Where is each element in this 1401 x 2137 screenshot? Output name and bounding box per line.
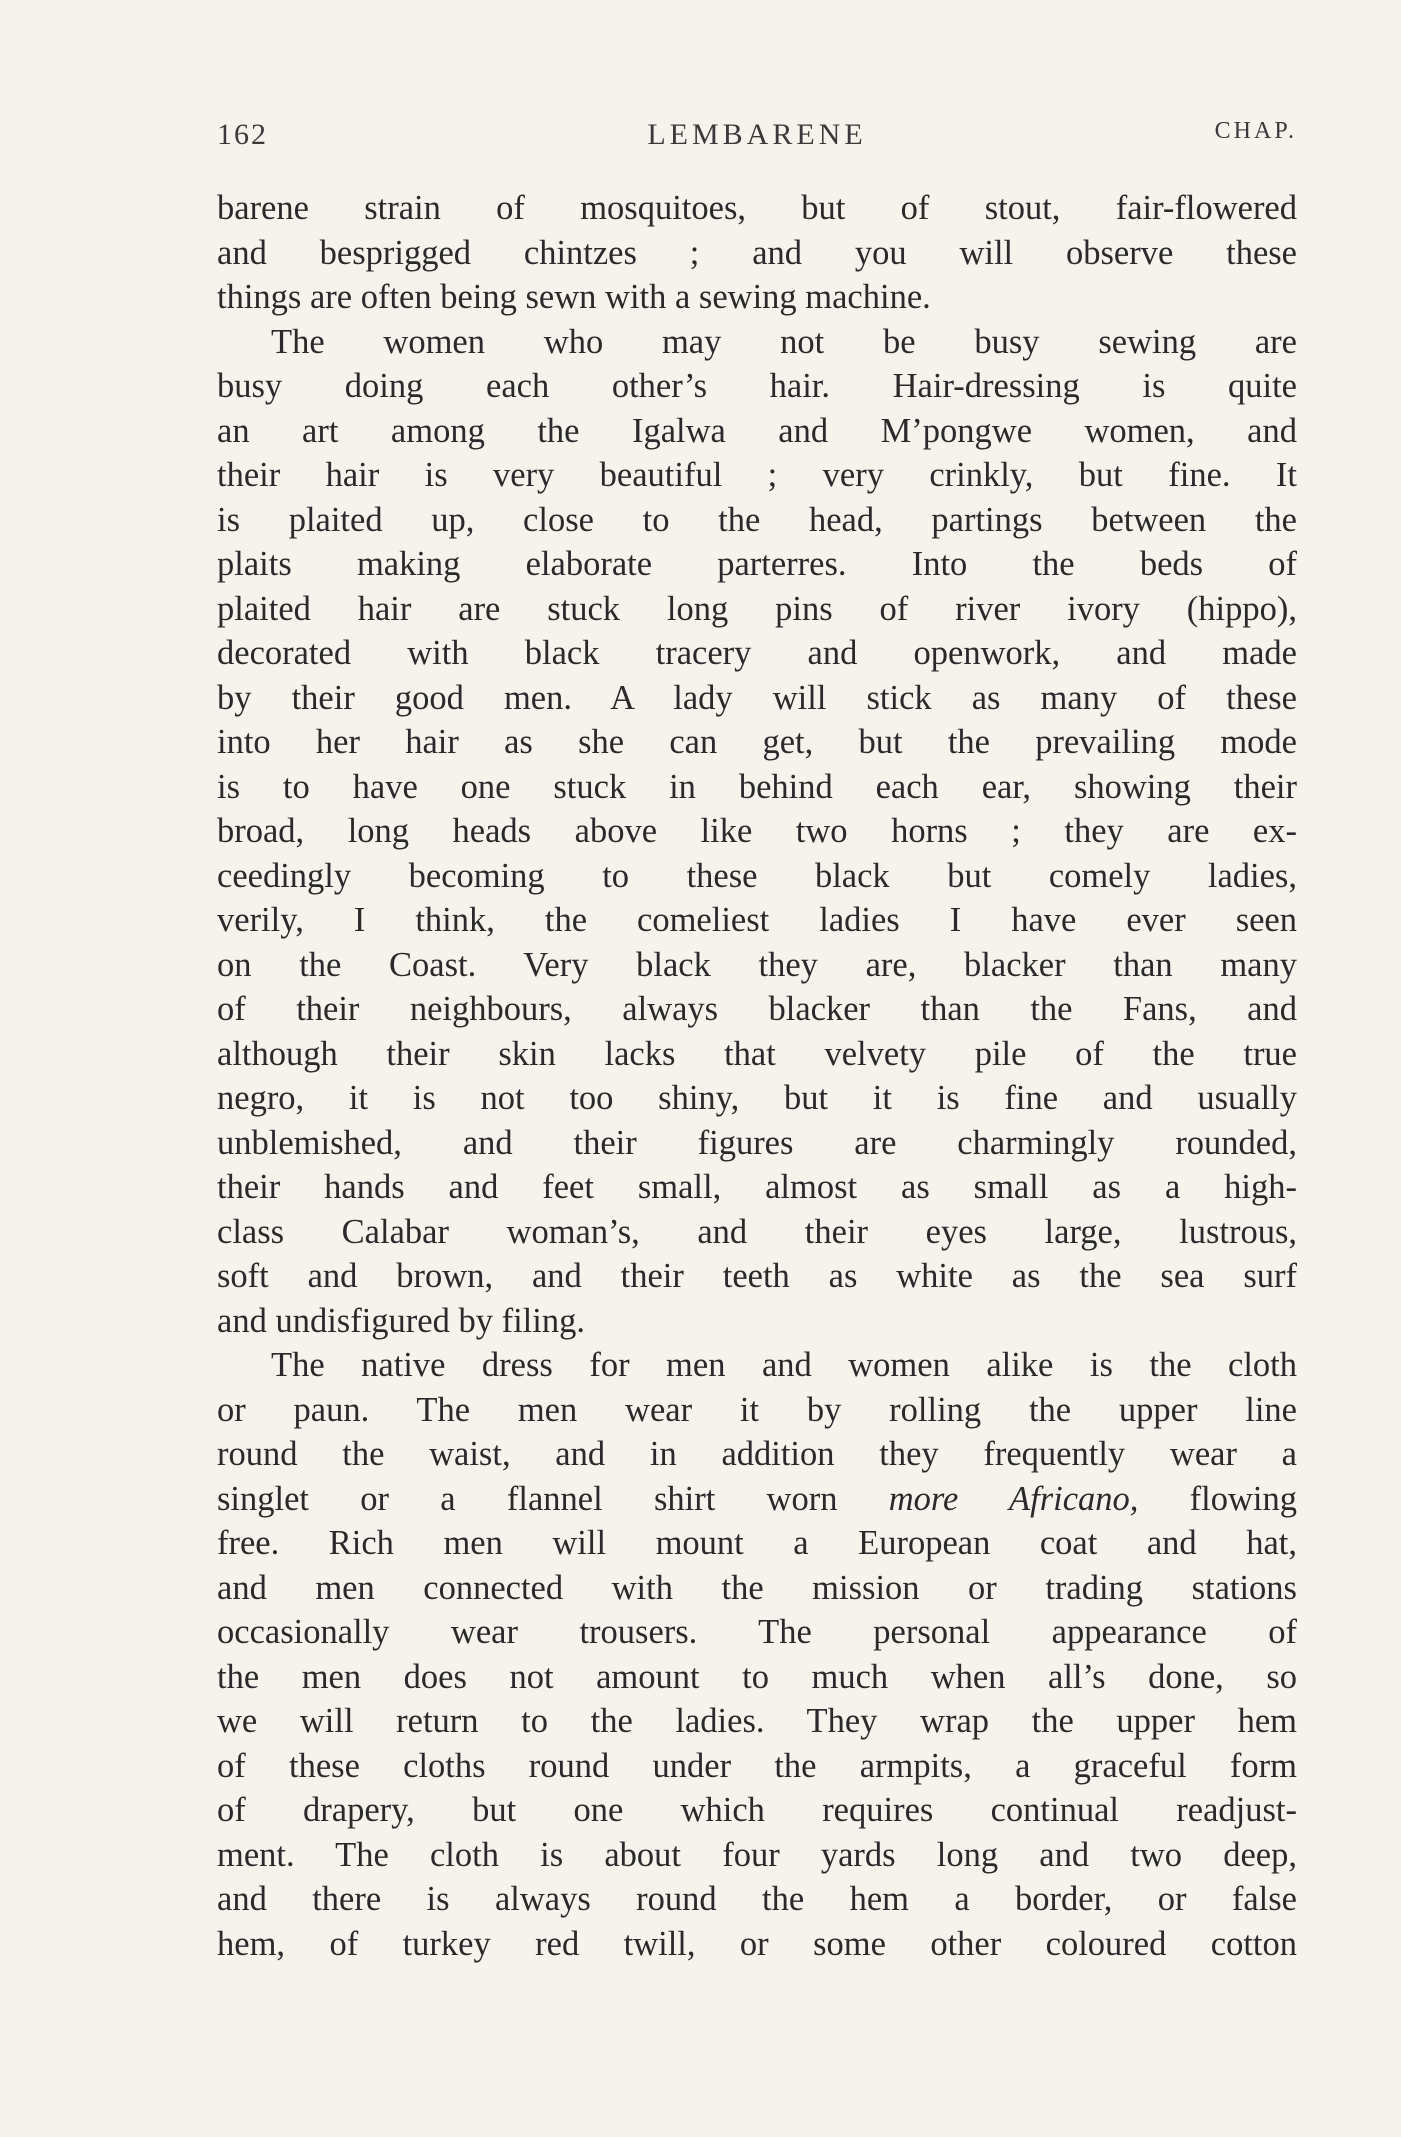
text-segment: singlet or a flannel shirt worn — [217, 1479, 889, 1518]
text-line: their hands and feet small, almost as small as a high- — [217, 1168, 1297, 1206]
text-line: and besprigged chintzes ; and you will observe these — [217, 233, 1297, 272]
text-line: of their neighbours, always blacker than the Fans, and — [217, 990, 1297, 1028]
text-line: an art among the Igalwa and M’pongwe women, and — [217, 411, 1297, 450]
page-number: 162 — [217, 118, 268, 151]
text-line: decorated with black tracery and openwork, and made — [217, 634, 1297, 672]
text-line: things are often being sewn with a sewing machine. — [217, 278, 931, 316]
text-line: or paun. The men wear it by rolling the upper line — [217, 1390, 1297, 1429]
text-line: although their skin lacks that velvety pile of the true — [217, 1034, 1297, 1073]
text-line: their hair is very beautiful ; very crinkly, but fine. It — [217, 456, 1297, 494]
text-line: of drapery, but one which requires continual readjust- — [217, 1791, 1297, 1829]
text-line: and men connected with the mission or trading stations — [217, 1568, 1297, 1607]
text-line: on the Coast. Very black they are, blacker than many — [217, 945, 1297, 984]
text-line: The women who may not be busy sewing are — [271, 322, 1297, 361]
text-line: negro, it is not too shiny, but it is fine and usually — [217, 1079, 1297, 1117]
text-line: unblemished, and their figures are charmingly rounded, — [217, 1123, 1297, 1162]
text-line — [217, 1477, 1297, 1522]
text-line: broad, long heads above like two horns ; they are ex- — [217, 812, 1297, 850]
text-line: the men does not amount to much when all’s done, so — [217, 1657, 1297, 1696]
running-head — [217, 118, 1297, 158]
text-segment: flowing — [1138, 1479, 1297, 1518]
text-line: free. Rich men will mount a European coat and hat, — [217, 1524, 1297, 1562]
text-line: is plaited up, close to the head, partings between the — [217, 500, 1297, 539]
text-line: busy doing each other’s hair. Hair-dressing is quite — [217, 367, 1297, 405]
text-line: plaits making elaborate parterres. Into the beds of — [217, 545, 1297, 583]
text-line: hem, of turkey red twill, or some other coloured cotton — [217, 1924, 1297, 1963]
text-line: class Calabar woman’s, and their eyes large, lustrous, — [217, 1212, 1297, 1251]
text-line: we will return to the ladies. They wrap the upper hem — [217, 1702, 1297, 1740]
text-line: ment. The cloth is about four yards long and two deep, — [217, 1835, 1297, 1874]
text-line: of these cloths round under the armpits, a graceful form — [217, 1746, 1297, 1785]
text-line: and there is always round the hem a border, or false — [217, 1880, 1297, 1918]
text-line: ceedingly becoming to these black but comely ladies, — [217, 856, 1297, 895]
text-line: plaited hair are stuck long pins of river ivory (hippo), — [217, 589, 1297, 628]
text-line: round the waist, and in addition they frequently wear a — [217, 1435, 1297, 1473]
text-line: The native dress for men and women alike is the cloth — [271, 1346, 1297, 1384]
running-title: LEMBARENE — [647, 118, 867, 151]
chapter-label: CHAP. — [1214, 118, 1297, 144]
text-line: is to have one stuck in behind each ear, showing their — [217, 767, 1297, 806]
body-text — [217, 186, 1297, 1966]
text-line: by their good men. A lady will stick as many of these — [217, 678, 1297, 717]
italic-phrase: more Africano, — [888, 1479, 1139, 1518]
text-line: and undisfigured by filing. — [217, 1301, 585, 1340]
text-line: occasionally wear trousers. The personal appearance of — [217, 1613, 1297, 1651]
text-line: verily, I think, the comeliest ladies I have ever seen — [217, 901, 1297, 939]
text-line: barene strain of mosquitoes, but of stout, fair-flowered — [217, 189, 1297, 227]
text-line: soft and brown, and their teeth as white as the sea surf — [217, 1257, 1297, 1295]
text-line: into her hair as she can get, but the prevailing mode — [217, 723, 1297, 761]
